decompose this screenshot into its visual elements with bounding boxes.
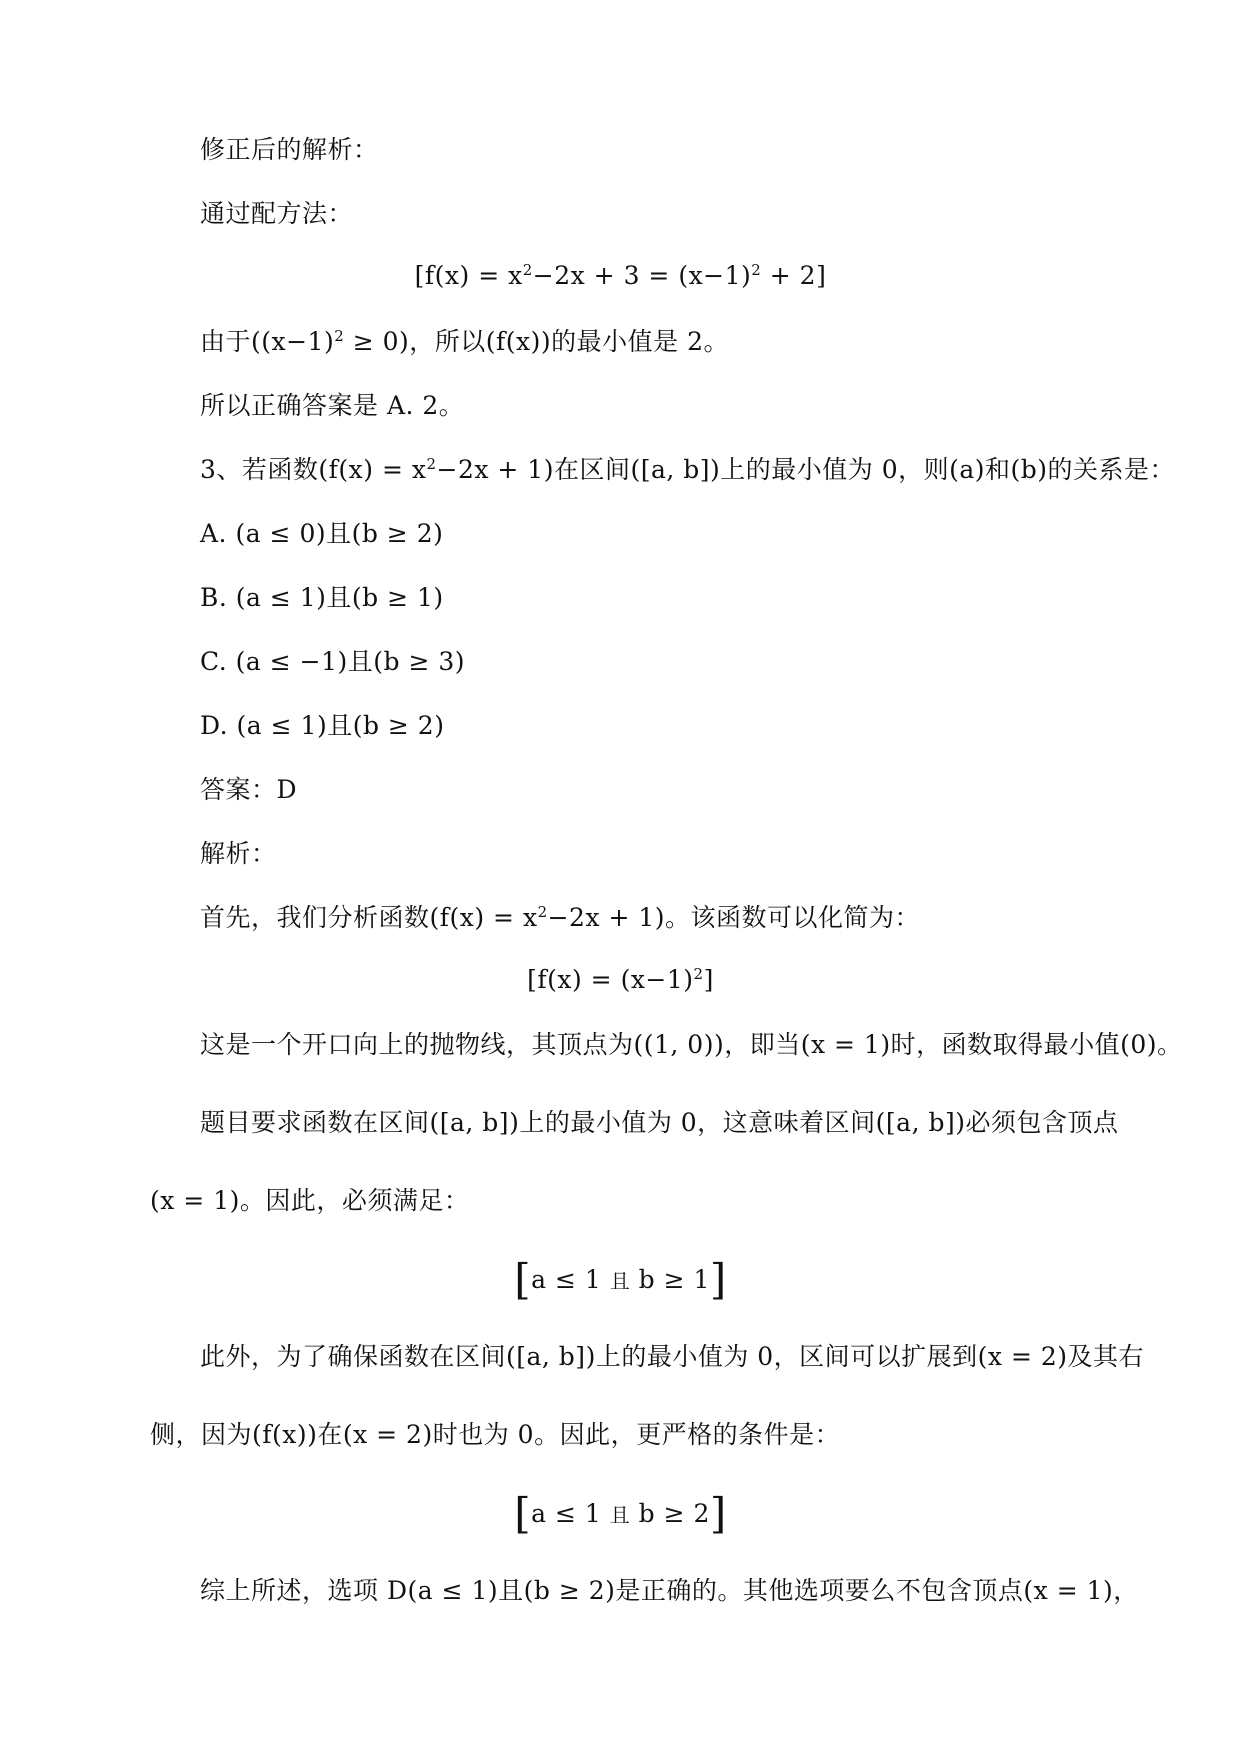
paragraph-correct-answer: 所以正确答案是 A. 2。 [200, 391, 465, 420]
option-c: C. (a ≤ −1)且(b ≥ 3) [200, 647, 465, 676]
paragraph-extend-interval-cont: 侧，因为(f(x))在(x = 2)时也为 0。因此，更严格的条件是： [150, 1420, 841, 1449]
equation-condition-2: [a ≤ 1 且 b ≥ 2] [514, 1489, 727, 1538]
paragraph-parabola-vertex: 这是一个开口向上的抛物线，其顶点为((1, 0))，即当(x = 1)时，函数取得最小值(0)。 [200, 1030, 1183, 1059]
analysis-heading: 解析： [200, 839, 277, 868]
equation-completed-square: $[f(x) = x^2-2x + 3 = (x-1)^2 + 2]$ [414, 261, 827, 290]
option-d: D. (a ≤ 1)且(b ≥ 2) [200, 711, 445, 740]
paragraph-analyze-function: 首先，我们分析函数$(f(x) = x^2-2x + 1)$。该函数可以化简为： [200, 903, 921, 932]
paragraph-minimum-reasoning: 由于$((x-1)^2 \ge 0)$，所以(f(x))的最小值是 2。 [200, 327, 729, 356]
answer-line: 答案：D [200, 775, 298, 804]
option-b: B. (a ≤ 1)且(b ≥ 1) [200, 583, 444, 612]
equation-simplified: $[f(x) = (x-1)^2]$ [527, 965, 714, 994]
paragraph-conclusion: 综上所述，选项 D(a ≤ 1)且(b ≥ 2)是正确的。其他选项要么不包含顶点(x = 1)， [200, 1576, 1139, 1605]
paragraph-interval-requirement: 题目要求函数在区间([a, b])上的最小值为 0，这意味着区间([a, b])必须包含顶点 [200, 1108, 1119, 1137]
heading-corrected-analysis: 修正后的解析： [200, 135, 379, 164]
paragraph-interval-requirement-cont: (x = 1)。因此，必须满足： [150, 1186, 470, 1215]
question-3: 3、若函数$(f(x) = x^2-2x + 1)$在区间([a, b])上的最小值为 0，则(a)和(b)的关系是： [200, 455, 1176, 484]
option-a: A. (a ≤ 0)且(b ≥ 2) [200, 519, 444, 548]
equation-condition-1: [a ≤ 1 且 b ≥ 1] [514, 1255, 727, 1304]
paragraph-completing-square: 通过配方法： [200, 199, 354, 228]
paragraph-extend-interval: 此外，为了确保函数在区间([a, b])上的最小值为 0，区间可以扩展到(x = 2)及其右 [200, 1342, 1145, 1371]
